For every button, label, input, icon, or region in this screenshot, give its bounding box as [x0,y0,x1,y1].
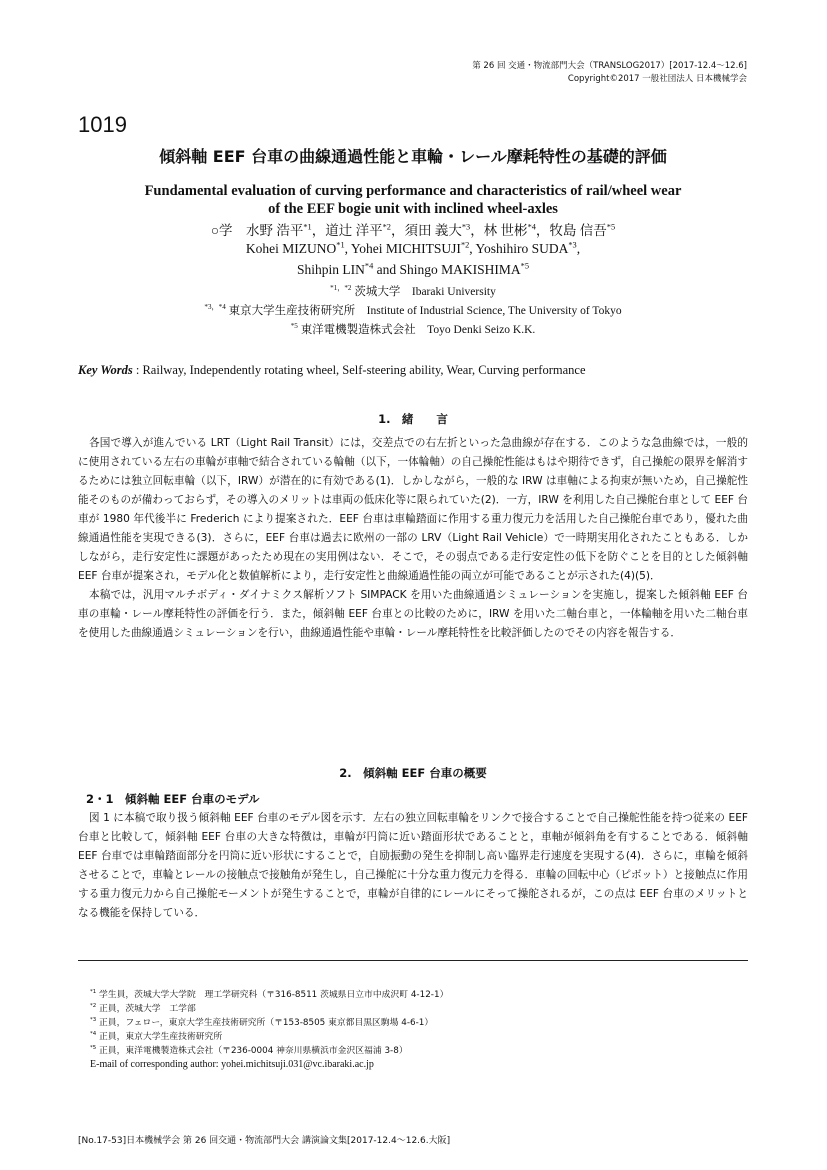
author-name: ，林 世彬 [470,223,528,238]
author-name: ，牧島 信吾 [535,223,607,238]
footnote-text: 正員，茨城大学 工学部 [96,1004,196,1014]
keywords-label: Key Words [78,363,133,377]
authors-japanese [78,219,748,239]
affiliation-3 [78,321,748,337]
footnote-mark: *5 [90,1045,97,1052]
affiliation-mark: *3 [461,222,471,232]
copyright-line: Copyright©2017 一般社団法人 日本機械学会 [567,74,747,84]
section-2-1-heading: 2・1 傾斜軸 EEF 台車のモデル [86,792,260,806]
section-2-heading: 2. 傾斜軸 EEF 台車の概要 [339,766,487,780]
keywords-text: : Railway, Independently rotating wheel, Self-steering ability, Wear, Curving performance [132,363,586,377]
footnote-1 [90,988,448,1002]
affiliation-mark: *3，*4 [204,303,226,312]
affiliation-mark: *2 [382,222,391,232]
footnote-mark: *1 [90,989,97,996]
footnote-mark: *4 [90,1031,97,1038]
title-japanese: 傾斜軸 EEF 台車の曲線通過性能と車輪・レール摩耗特性の基礎的評価 [159,147,667,166]
footnote-text: 正員，東京大学生産技術研究所 [96,1032,223,1042]
affiliation-mark: *1，*2 [330,284,352,293]
section-1-paragraph-1: 各国で導入が進んでいる LRT（Light Rail Transit）には，交差点での右左折といった急曲線が存在する．このような急曲線では，一般的に使用されている左右の車輪が車軸で結合されている輪軸（以下，一体輪軸）の自己操舵性能はもはや期待できず，自己操舵の限界を解消するためには独立回転車輪（以下，IRW）が潜在的に有効である(1)．しかしながら，一般的な IRW は車軸による拘束が無いため，自己操舵性能そのものが備わっておらず，その導入のメリットは車両の低床化等に限られていた(2)．一方，IRW を利用した自己操舵台車として EEF 台車が 1980 年代後半に Frederich により提案された．EEF 台車は車輪踏面に作用する重力復元力を活用した自己操舵台車であり，優れた曲線通過性能を実現できる(3)．さらに，EEF 台車は過去に欧州の一部の LRV（Light Rail Vehicle）で一時期実用化されたこともある．しかしながら，走行安定性に課題があったため現在の実用例はない．そこで，その弱点である走行安定性の低下を防ぐことを目的とした傾斜軸 EEF 台車が提案され，モデル化と数値解析により，走行安定性と曲線通過性能の両立が可能であることが示された(4)(5)． [78,437,748,582]
affiliation-text: 茨城大学 Ibaraki University [351,286,496,298]
affiliation-mark: *5 [606,222,616,232]
affiliation-mark: *5 [290,322,298,331]
affiliation-mark: *5 [520,261,529,271]
footnote-mark: *3 [90,1017,97,1024]
affiliation-mark: *2 [460,240,470,250]
author-separator: , [576,241,581,256]
affiliation-2 [78,302,748,318]
section-1-body [78,434,748,643]
title-english-line1: Fundamental evaluation of curving performance and characteristics of rail/wheel wear [144,183,682,199]
author-name: Kohei MIZUNO [245,241,337,256]
author-name: , Yohei MICHITSUJI [344,241,461,256]
conference-header [472,60,747,86]
authors-english-line2 [78,262,748,278]
affiliation-mark: *3 [568,240,577,250]
footnote-text: 学生員，茨城大学大学院 理工学研究科（〒316-8511 茨城県日立市中成沢町 4-12-1） [96,990,449,1000]
footnote-mark: *2 [90,1003,97,1010]
corresponding-email: E-mail of corresponding author: yohei.michitsuji.031@vc.ibaraki.ac.jp [90,1059,374,1070]
author-name: and Shingo MAKISHIMA [373,262,521,277]
footnote-2 [90,1002,448,1016]
paper-number: 1019 [78,112,127,137]
footnote-text: 正員，東洋電機製造株式会社（〒236-0004 神奈川県横浜市金沢区福浦 3-8） [96,1046,408,1056]
author-name: Shihpin LIN [297,262,365,277]
title-english-line2: of the EEF bogie unit with inclined wheel-axles [268,201,558,217]
title-english [78,182,748,218]
author-name: ，須田 義大 [390,223,462,238]
footnotes [90,988,448,1072]
page-footer: [No.17-53]日本機械学会 第 26 回交通・物流部門大会 講演論文集[2017-12.4～12.6.大阪] [78,1136,451,1146]
keywords [78,363,586,378]
footnote-3 [90,1016,448,1030]
affiliation-mark: *4 [364,261,374,271]
affiliation-mark: *1 [336,240,345,250]
author-name: , Yoshihiro SUDA [469,241,569,256]
footnote-5 [90,1044,448,1058]
section-1-paragraph-2: 本稿では，汎用マルチボディ・ダイナミクス解析ソフト SIMPACK を用いた曲線通過シミュレーションを実施し，提案した傾斜軸 EEF 台車の車輪・レール摩耗特性の評価を行う．また，傾斜軸 EEF 台車との比較のために，IRW を用いた二軸台車と，一体輪軸を用いた二軸台車を使用した曲線通過シミュレーションを行い，曲線通過性能や車輪・レール摩耗特性を比較評価したのでその内容を報告する． [78,589,748,639]
affiliation-1 [78,283,748,299]
footnote-text: 正員，フェロー，東京大学生産技術研究所（〒153-8505 東京都目黒区駒場 4-6-1） [96,1018,434,1028]
affiliation-text: 東京大学生産技術研究所 Institute of Industrial Science, The University of Tokyo [225,305,622,317]
authors-english-line1 [78,241,748,257]
affiliation-mark: *4 [527,222,536,232]
affiliation-mark: *1 [303,222,312,232]
section-1-heading: 1. 緒 言 [378,412,448,426]
author-name: ，道辻 洋平 [311,223,383,238]
footnote-4 [90,1030,448,1044]
author-name: ○学 水野 浩平 [210,223,304,238]
footnote-divider [78,960,748,961]
section-2-1-body [78,809,748,923]
conference-header-line1: 第 26 回 交通・物流部門大会（TRANSLOG2017）[2017-12.4～12.6] [472,61,747,71]
section-2-1-paragraph: 図 1 に本稿で取り扱う傾斜軸 EEF 台車のモデル図を示す．左右の独立回転車輪をリンクで接合することで自己操舵性能を持つ従来の EEF 台車と比較して，傾斜軸 EEF 台車の大きな特徴は，車輪が円筒に近い踏面形状であることと，車軸が傾斜角を有することである．傾斜軸 EEF 台車では車輪踏面部分を円筒に近い形状にすることで，自励振動の発生を抑制し高い臨界走行速度を実現する(4)．さらに，車輪を傾斜させることで，車輪とレールの接触点で接触角が発生し，自己操舵に十分な重力復元力を得る．車輪の回転中心（ピボット）と接触点に作用する重力復元力から自己操舵モーメントが発生することで，車輪が自律的にレールにそって操舵されるが，この点は EEF 台車のメリットとなる機能を保持している． [78,812,748,919]
affiliation-text: 東洋電機製造株式会社 Toyo Denki Seizo K.K. [297,324,536,336]
